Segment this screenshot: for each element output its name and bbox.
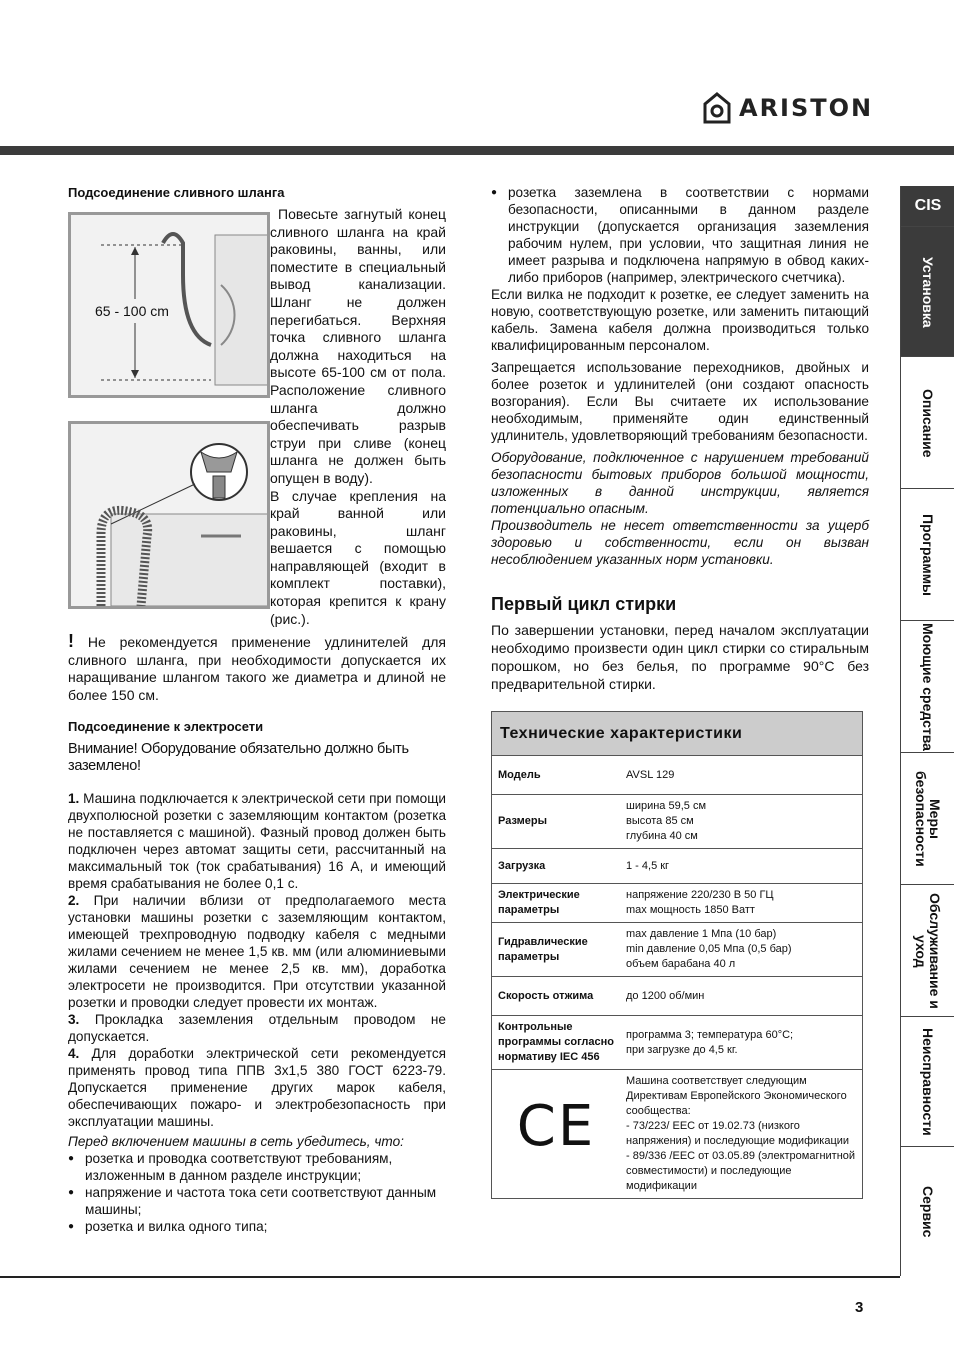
list-item: 2. При наличии вблизи от предполагаемого места установки машины розетки с заземляющим контактом, имеющей трехпроводную подводку кабеля с медными жилами сечением не менее 1,5 кв. мм (или алюминиевыми жилами сечением не менее 2,5 кв. мм), доработка электросети не производится. При отсутствии указанной розетки и проводки следует провести их монтаж. [68,893,446,1010]
warning-icon: ! [68,631,74,651]
check-item: ● напряжение и частота тока сети соответствуют данным машины; [68,1184,446,1218]
list-item: 4. Для доработки электрической сети рекомендуется применять провод типа ППВ 3х1,5 380 ГОСТ 6223-79. Допускается применение других марок кабеля, обеспечивающих пожаро- и электробезопасность при эксплуатации машины. [68,1046,447,1129]
list-item: 1. Машина подключается к электрической сети при помощи двухполюсной розетки с заземляющим контактом (розетка не поставляется с машиной). Фазный провод должен быть подключен через автомат защиты сети, рассчитанный на максимальный ток (ток срабатывания) 16 А, и имеющий время срабатывания не более 0,1 с. [68,791,447,891]
ce-text: Машина соответствует следующим Директивам Европейского Экономического сообщества: - 73/223/ ЕЕС от 19.02.73 (низкого напряжения) и последующие модификации - 89/336 /EEC от 03.05.89 (электромагнитной совместимости) и последующие модификации [620,1070,863,1199]
tab-troubleshooting[interactable]: Неисправности [901,1016,954,1147]
brand-logo [703,92,873,124]
bottom-divider [0,1276,900,1278]
first-wash-text: По завершении установки, перед началом эксплуатации необходимо произвести один цикл стирки со стиральным порошком, но без белья, по программе 90°C без предварительной стирки. [491,622,869,692]
left-column [68,184,446,207]
right-column [491,184,869,693]
table-row: Модель AVSL 129 [492,756,863,795]
spec-table [491,711,863,1199]
left-lower [68,633,446,1235]
drain-text-2: В случае крепления на край ванной или раковины, шланг вешается с помощью направляющей (входит в комплект поставки), которая крепится к крану (рис.). [270,487,446,627]
ce-mark-cell [492,1070,621,1199]
brand-name: ARISTON [739,94,874,122]
tab-safety[interactable]: Меры безопасности [901,752,954,885]
height-label: 65 - 100 cm [95,303,169,319]
danger-note: Оборудование, подключенное с нарушением требований безопасности бытовых приборов большой мощности, изложенных в данной инструкции, является потенциально опасным. [491,450,869,516]
tab-programs[interactable]: Программы [901,488,954,621]
page-number: 3 [855,1299,864,1316]
tab-installation[interactable]: Установка [901,226,954,357]
check-item: ● розетка и вилка одного типа; [68,1218,446,1235]
table-row: Загрузка 1 - 4,5 кг [492,849,863,884]
language-badge: CIS [901,186,954,226]
tab-maintenance[interactable]: Обслуживание и уход [901,884,954,1017]
adapter-paragraph: Запрещается использование переходников, двойных и более розеток и удлинителей (они создают опасность возгорания). Если Вы считаете их использование необходимым, применяйте один единственный удлинитель, удовлетворяющий требованиям безопасности. [491,360,869,443]
ce-mark: CE [516,1093,596,1159]
warning-text: Не рекомендуется применение удлинителей для сливного шланга, при необходимости допускается их наращивание шлангом такого же диаметра и длиной не более 150 см. [68,634,446,703]
check-item: ● розетка и проводка соответствуют требованиям, изложенным в данном разделе инструкции; [68,1150,446,1184]
section-sidebar [900,186,954,1276]
electric-section-title: Подсоединение к электросети [68,719,264,734]
tab-description[interactable]: Описание [901,356,954,489]
first-wash-title: Первый цикл стирки [491,594,677,614]
drain-height-figure [68,212,270,398]
drain-instructions [270,206,446,628]
drain-text-1: Повесьте загнутый конец сливного шланга на край раковины, ванны, или поместите в специальный вывод канализации. Шланг не должен перегибаться. Верхняя точка сливного шланга должна находиться на высоте 65-100 см от пола. Расположение сливного шланга должно обеспечивать разрыв струи при сливе (конец шланга не должен быть опущен в воду). [270,206,446,486]
table-row: Гидравлические параметры max давление 1 Мпа (10 бар) min давление 0,05 Мпа (0,5 бар) объем барабана 40 л [492,923,863,977]
liability-note: Производитель не несет ответственности за ущерб здоровью и собственности, если он вызван несоблюдением указанных норм установки. [491,518,869,567]
table-row: Размеры ширина 59,5 см высота 85 см глубина 40 см [492,795,863,849]
check-item: ● розетка заземлена в соответствии с нормами безопасности, описанными в данном разделе инструкции (допускается организация заземления рабочим нулем, при условии, что защитная линия не имеет разрыва и подключена напрямую в обвод каких-либо приборов (например, электрического счетчика). [491,184,869,286]
tap-hose-figure [68,421,270,609]
table-row: Электрические параметры напряжение 220/230 В 50 ГЦ max мощность 1850 Ватт [492,884,863,923]
top-divider [0,146,954,155]
ground-warning: Внимание! Оборудование обязательно должно быть заземлено! [68,741,409,774]
spec-table-title: Технические характеристики [492,712,863,756]
check-intro: Перед включением машины в сеть убедитесь, что: [68,1134,404,1149]
house-logo-icon [703,92,731,124]
drain-section-title: Подсоединение сливного шланга [68,185,285,200]
table-row: Скорость отжима до 1200 об/мин [492,977,863,1016]
table-row: Контрольные программы согласно нормативу IEC 456 программа 3; температура 60°С; при загрузке до 4,5 кг. [492,1016,863,1070]
tab-detergents[interactable]: Моющие средства [901,620,954,753]
table-row [492,1070,863,1199]
plug-paragraph: Если вилка не подходит к розетке, ее следует заменить на новую, соответствующую розетке, или заменить питающий кабель. Замена кабеля должна производиться только квалифицированным персоналом. [491,287,869,353]
list-item: 3. Прокладка заземления отдельным проводом не допускается. [68,1012,446,1044]
tab-service[interactable]: Сервис [901,1146,954,1277]
extension-warning [68,633,446,704]
